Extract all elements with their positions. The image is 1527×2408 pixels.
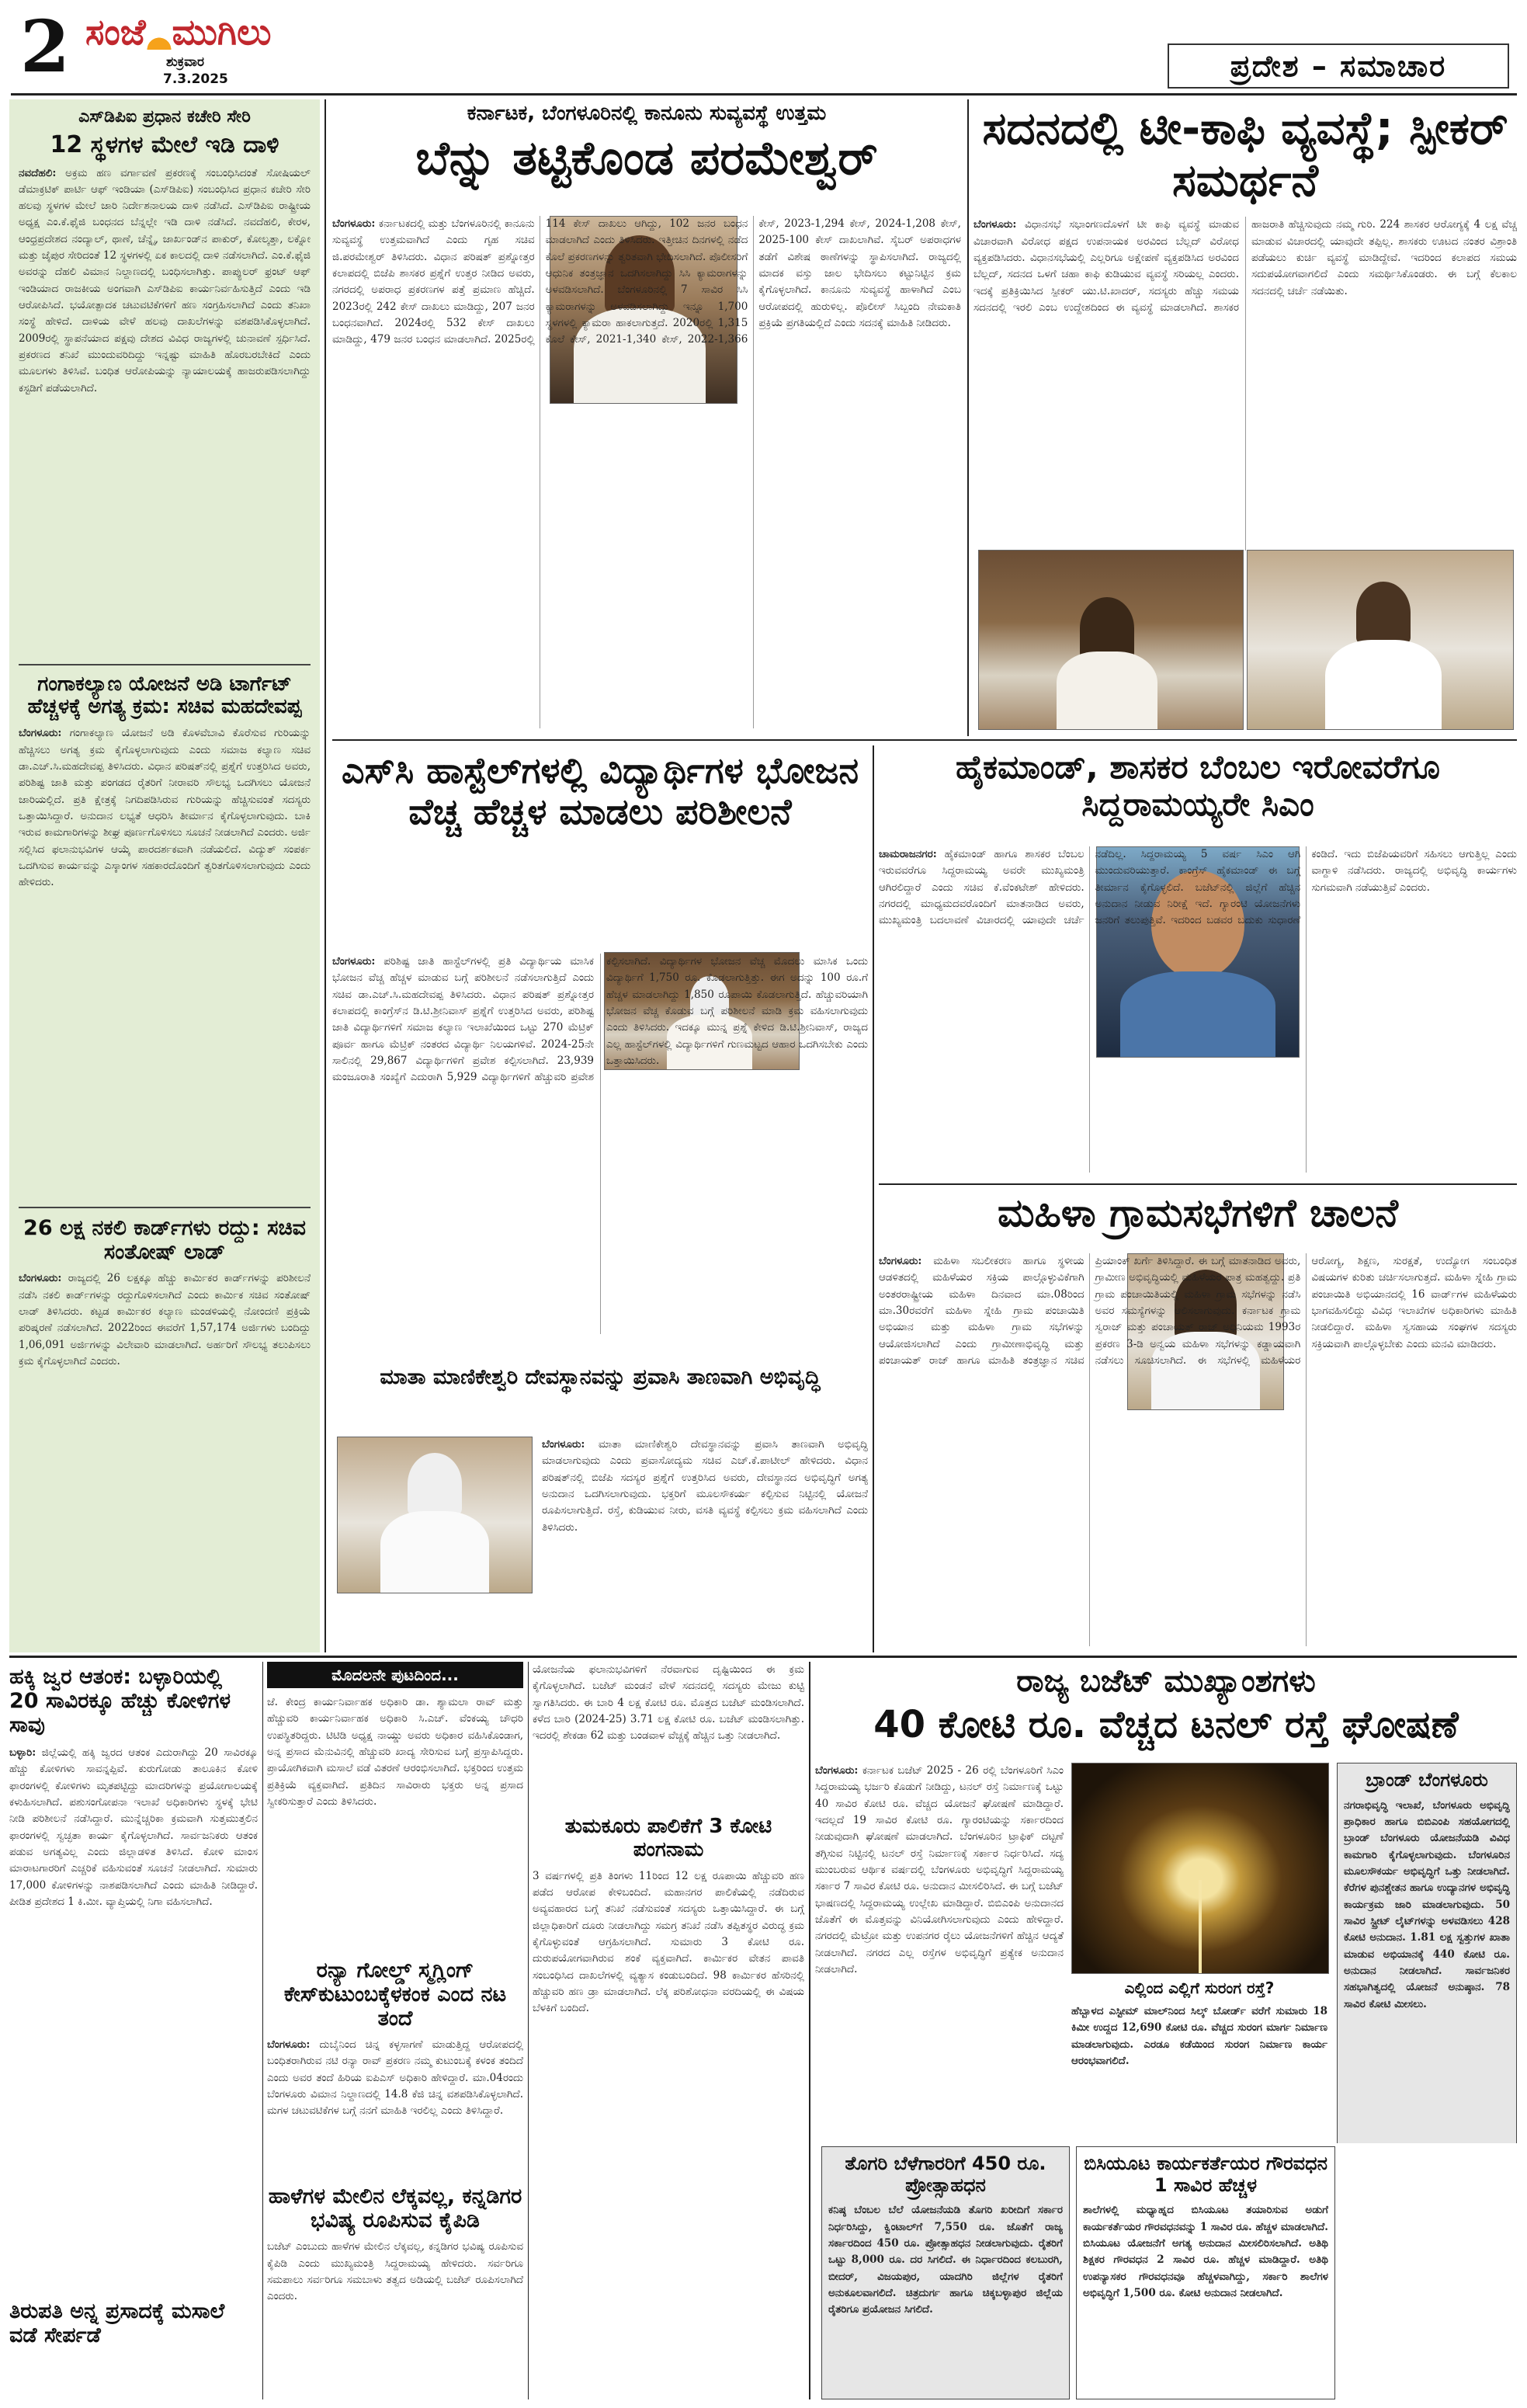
budget-byline: ಬೆಂಗಳೂರು: — [815, 1764, 859, 1777]
left-column — [9, 99, 320, 1652]
continued-column — [267, 1662, 523, 2399]
tea-body — [973, 217, 1517, 551]
parameshwar-headline: ಬೆನ್ನು ತಟ್ಟಿಕೊಂಡ ಪರಮೇಶ್ವರ್ — [415, 131, 878, 186]
brand-bengaluru-title: ಬ್ರಾಂಡ್ ಬೆಂಗಳೂರು — [1366, 1769, 1488, 1791]
tunnel-caption-body: ಹೆಬ್ಬಾಳದ ಎಸ್ಟೀಮ್ ಮಾಲ್‌ನಿಂದ ಸಿಲ್ಕ್ ಬೋರ್ಡ್ ವರೆಗೆ ಸುಮಾರು 18 ಕಿಮೀ ಉದ್ದದ 12,690 ಕೋಟಿ ರೂ. ವೆಚ್ಚದ ಸುರಂಗ ಮಾರ್ಗ ನಿರ್ಮಾಣ ಮಾಡಲಾಗುವುದು. ಎರಡೂ ಕಡೆಯಿಂದ ಸುರಂಗ ನಿರ್ಮಾಣ ಕಾರ್ಯ ಆರಂಭವಾಗಲಿದೆ. — [1071, 2005, 1327, 2067]
birdflu-text: ಜಿಲ್ಲೆಯಲ್ಲಿ ಹಕ್ಕಿ ಜ್ವರದ ಆತಂಕ ಎದುರಾಗಿದ್ದು 20 ಸಾವಿರಕ್ಕೂ ಹೆಚ್ಚು ಕೋಳಿಗಳು ಸಾವನ್ನಪ್ಪಿವೆ. ಕುರುಗೋಡು ತಾಲೂಕಿನ ಕೋಳಿ ಫಾರಂಗಳಲ್ಲಿ ಕೋಳಿಗಳು ಮೃತಪಟ್ಟಿದ್ದು ಮಾದರಿಗಳನ್ನು ಪ್ರಯೋಗಾಲಯಕ್ಕೆ ಕಳುಹಿಸಲಾಗಿದೆ. ಪಶುಸಂಗೋಪನಾ ಇಲಾಖೆ ಅಧಿಕಾರಿಗಳು ಸ್ಥಳಕ್ಕೆ ಭೇಟಿ ನೀಡಿ ಪರಿಶೀಲನೆ ನಡೆಸಿದ್ದಾರೆ. ಮುನ್ನೆಚ್ಚರಿಕಾ ಕ್ರಮವಾಗಿ ಸುತ್ತಮುತ್ತಲಿನ ಫಾರಂಗಳಲ್ಲಿ ಸ್ವಚ್ಛತಾ ಕಾರ್ಯ ಕೈಗೊಳ್ಳಲಾಗಿದೆ. ಸಾರ್ವಜನಿಕರು ಆತಂಕ ಪಡುವ ಅಗತ್ಯವಿಲ್ಲ ಎಂದು ಜಿಲ್ಲಾಡಳಿತ ತಿಳಿಸಿದೆ. ಕೋಳಿ ಮಾಂಸ ಮಾರಾಟಗಾರರಿಗೆ ಎಚ್ಚರಿಕೆ ವಹಿಸುವಂತೆ ಸೂಚನೆ ನೀಡಲಾಗಿದೆ. ಸುಮಾರು 17,000 ಕೋಳಿಗಳನ್ನು ನಾಶಪಡಿಸಲಾಗಿದೆ ಎಂದು ಮಾಹಿತಿ ನೀಡಿದ್ದಾರೆ. ಪೀಡಿತ ಪ್ರದೇಶದ 1 ಕಿ.ಮೀ. ವ್ಯಾಪ್ತಿಯಲ್ಲಿ ನಿಗಾ ವಹಿಸಲಾಗಿದೆ. — [9, 1746, 258, 1909]
mahila-body — [879, 1253, 1517, 1646]
section-tag: ಪ್ರದೇಶ – ಸಮಾಚಾರ — [1168, 43, 1509, 89]
tea-story — [973, 99, 1517, 736]
ganga-text: ಗಂಗಾಕಲ್ಯಾಣ ಯೋಜನೆ ಅಡಿ ಕೊಳವೆಬಾವಿ ಕೊರೆಸುವ ಗುರಿಯನ್ನು ಹೆಚ್ಚಿಸಲು ಅಗತ್ಯ ಕ್ರಮ ಕೈಗೊಳ್ಳಲಾಗುವುದು ಎಂದು ಸಮಾಜ ಕಲ್ಯಾಣ ಸಚಿವ ಡಾ.ಎಚ್.ಸಿ.ಮಹದೇವಪ್ಪ ತಿಳಿಸಿದರು. ವಿಧಾನ ಪರಿಷತ್‌ನಲ್ಲಿ ಪ್ರಶ್ನೆಗೆ ಉತ್ತರಿಸಿದ ಅವರು, ಪರಿಶಿಷ್ಟ ಜಾತಿ ಮತ್ತು ಪಂಗಡದ ರೈತರಿಗೆ ನೀರಾವರಿ ಸೌಲಭ್ಯ ಒದಗಿಸಲು ಯೋಜನೆ ಜಾರಿಯಲ್ಲಿದೆ. ಪ್ರತಿ ಕ್ಷೇತ್ರಕ್ಕೆ ನಿಗದಿಪಡಿಸಿರುವ ಗುರಿಯನ್ನು ಹೆಚ್ಚಿಸುವಂತೆ ಸದಸ್ಯರು ಒತ್ತಾಯಿಸಿದ್ದಾರೆ. ಅನುದಾನ ಲಭ್ಯತೆ ಆಧರಿಸಿ ತೀರ್ಮಾನ ಕೈಗೊಳ್ಳಲಾಗುವುದು. ಬಾಕಿ ಇರುವ ಕಾಮಗಾರಿಗಳನ್ನು ಶೀಘ್ರ ಪೂರ್ಣಗೊಳಿಸಲು ಸೂಚನೆ ನೀಡಲಾಗಿದೆ ಎಂದರು. ಅರ್ಜಿ ಸಲ್ಲಿಸಿದ ಫಲಾನುಭವಿಗಳ ಆಯ್ಕೆ ಪಾರದರ್ಶಕವಾಗಿ ನಡೆಯಲಿದೆ. ವಿದ್ಯುತ್ ಸಂಪರ್ಕ ಒದಗಿಸುವ ಕಾರ್ಯವನ್ನು ಎಸ್ಕಾಂಗಳ ಸಹಕಾರದೊಂದಿಗೆ ತ್ವರಿತಗೊಳಿಸಲಾಗುವುದು ಎಂದು ಹೇಳಿದರು. — [19, 727, 311, 889]
tumkur-body: 3 ವರ್ಷಗಳಲ್ಲಿ ಪ್ರತಿ ತಿಂಗಳು 11ರಿಂದ 12 ಲಕ್ಷ ರೂಪಾಯಿ ಹೆಚ್ಚುವರಿ ಹಣ ಪಡೆದ ಆರೋಪ ಕೇಳಿಬಂದಿದೆ. ಮಹಾನಗರ ಪಾಲಿಕೆಯಲ್ಲಿ ನಡೆದಿರುವ ಅವ್ಯವಹಾರದ ಬಗ್ಗೆ ತನಿಖೆ ನಡೆಸುವಂತೆ ಸದಸ್ಯರು ಒತ್ತಾಯಿಸಿದ್ದಾರೆ. ಈ ಬಗ್ಗೆ ಜಿಲ್ಲಾಧಿಕಾರಿಗೆ ದೂರು ನೀಡಲಾಗಿದ್ದು ಸಮಗ್ರ ತನಿಖೆ ನಡೆಸಿ ತಪ್ಪಿತಸ್ಥರ ವಿರುದ್ಧ ಕ್ರಮ ಕೈಗೊಳ್ಳುವಂತೆ ಆಗ್ರಹಿಸಲಾಗಿದೆ. ಸುಮಾರು 3 ಕೋಟಿ ರೂ. ದುರುಪಯೋಗವಾಗಿರುವ ಶಂಕೆ ವ್ಯಕ್ತವಾಗಿದೆ. ಕಾರ್ಮಿಕರ ವೇತನ ಪಾವತಿ ಸಂಬಂಧಿಸಿದ ದಾಖಲೆಗಳಲ್ಲಿ ವ್ಯತ್ಯಾಸ ಕಂಡುಬಂದಿದೆ. 98 ಕಾರ್ಮಿಕರ ಹೆಸರಿನಲ್ಲಿ ಹೆಚ್ಚುವರಿ ಹಣ ಡ್ರಾ ಮಾಡಲಾಗಿದೆ. ಲೆಕ್ಕ ಪರಿಶೋಧನಾ ವರದಿಯಲ್ಲಿ ಈ ವಿಷಯ ಬೆಳಕಿಗೆ ಬಂದಿದೆ. — [533, 1869, 804, 2015]
brand-logo — [85, 11, 334, 57]
parameshwar-story — [332, 99, 961, 736]
continued-band: ಮೊದಲನೇ ಪುಟದಿಂದ... — [267, 1662, 523, 1688]
tea-text: ವಿಧಾನಸಭೆ ಸಭಾಂಗಣದೊಳಗೆ ಟೀ ಕಾಫಿ ವ್ಯವಸ್ಥೆ ಮಾಡುವ ವಿಚಾರವಾಗಿ ವಿರೋಧ ಪಕ್ಷದ ಉಪನಾಯಕ ಅರವಿಂದ ಬೆಲ್ಲದ್ ವಿರೋಧ ವ್ಯಕ್ತಪಡಿಸಿದರು. ವಿಧಾನಸಭೆಯಲ್ಲಿ ಎಲ್ಲರಿಗೂ ಅಕ್ಷೇಪಣೆ ವ್ಯಕ್ತಪಡಿಸಿದ ಅರವಿಂದ ಬೆಲ್ಲದ್, ಸದನದ ಒಳಗೆ ಚಹಾ ಕಾಫಿ ಕುಡಿಯುವ ವ್ಯವಸ್ಥೆ ಸರಿಯಲ್ಲ ಎಂದರು. ಇದಕ್ಕೆ ಪ್ರತಿಕ್ರಿಯಿಸಿದ ಸ್ಪೀಕರ್ ಯು.ಟಿ.ಖಾದರ್, ಸದಸ್ಯರು ಹೆಚ್ಚು ಸಮಯ ಸದನದಲ್ಲಿ ಇರಲಿ ಎಂಬ ಉದ್ದೇಶದಿಂದ ಈ ವ್ಯವಸ್ಥೆ ಮಾಡಲಾಗಿದೆ. ಶಾಸಕರ ಹಾಜರಾತಿ ಹೆಚ್ಚಿಸುವುದು ನಮ್ಮ ಗುರಿ. 224 ಶಾಸಕರ ಆರೋಗ್ಯಕ್ಕೆ 4 ಲಕ್ಷ ವೆಚ್ಚ ಮಾಡುವ ವಿಚಾರದಲ್ಲಿ ಯಾವುದೇ ತಪ್ಪಿಲ್ಲ. ಶಾಸಕರು ಊಟದ ನಂತರ ವಿಶ್ರಾಂತಿ ಪಡೆಯಲು ಕುರ್ಚಿ ವ್ಯವಸ್ಥೆ ಮಾಡಿದ್ದೇವೆ. ಇದರಿಂದ ಕಲಾಪದ ಸಮಯ ಸದುಪಯೋಗವಾಗಲಿದೆ ಎಂದು ಸಮರ್ಥಿಸಿಕೊಂಡರು. ಈ ಬಗ್ಗೆ ಕೆಲಕಾಲ ಸದನದಲ್ಲಿ ಚರ್ಚೆ ನಡೆಯಿತು. — [973, 218, 1517, 314]
matha-byline: ಬೆಂಗಳೂರು: — [542, 1438, 585, 1451]
birdflu-body — [9, 1745, 258, 2288]
ranya-body — [267, 2037, 523, 2177]
sun-icon — [146, 33, 172, 50]
issue-day: ಶುಕ್ರವಾರ — [166, 54, 204, 70]
mahila-headline: ಮಹಿಳಾ ಗ್ರಾಮಸಭೆಗಳಿಗೆ ಚಾಲನೆ — [997, 1190, 1398, 1235]
tea-byline: ಬೆಂಗಳೂರು: — [973, 218, 1017, 231]
budget-text: ಕರ್ನಾಟಕ ಬಜೆಟ್ 2025 - 26 ರಲ್ಲಿ ಬೆಂಗಳೂರಿಗೆ ಸಿಎಂ ಸಿದ್ದರಾಮಯ್ಯ ಭರ್ಜರಿ ಕೊಡುಗೆ ನೀಡಿದ್ದು, ಟನಲ್ ರಸ್ತೆ ನಿರ್ಮಾಣಕ್ಕೆ ಒಟ್ಟು 40 ಸಾವಿರ ಕೋಟಿ ರೂ. ವೆಚ್ಚದ ಯೋಜನೆ ಘೋಷಣೆ ಮಾಡಿದ್ದಾರೆ. ಇದಲ್ಲದೆ 19 ಸಾವಿರ ಕೋಟಿ ರೂ. ಗ್ಯಾರಂಟಿಯನ್ನು ಸರ್ಕಾರದಿಂದ ನೀಡುವುದಾಗಿ ಘೋಷಣೆ ಮಾಡಲಾಗಿದೆ. ಬೆಂಗಳೂರಿನ ಟ್ರಾಫಿಕ್ ದಟ್ಟಣೆ ತಗ್ಗಿಸುವ ನಿಟ್ಟಿನಲ್ಲಿ ಟನಲ್ ರಸ್ತೆ ನಿರ್ಮಾಣಕ್ಕೆ ಸರ್ಕಾರ ನಿರ್ಧರಿಸಿದೆ. ಸದ್ಯ ಮುಂಬರುವ ಆರ್ಥಿಕ ವರ್ಷದಲ್ಲಿ ಬೆಂಗಳೂರು ಅಭಿವೃದ್ಧಿಗೆ ಸಿದ್ದರಾಮಯ್ಯ ಸರ್ಕಾರ 7 ಸಾವಿರ ಕೋಟಿ ರೂ. ಅನುದಾನ ಮೀಸಲಿರಿಸಿದೆ. ಈ ಬಗ್ಗೆ ಬಜೆಟ್ ಭಾಷಣದಲ್ಲಿ ಸಿದ್ದರಾಮಯ್ಯ ಉಲ್ಲೇಖ ಮಾಡಿದ್ದಾರೆ. ಬಿಬಿಎಂಪಿ ಅನುದಾನದ ಜೊತೆಗೆ ಈ ಮೊತ್ತವನ್ನು ವಿನಿಯೋಗಿಸಲಾಗುವುದು ಎಂದು ಹೇಳಿದ್ದಾರೆ. ನಗರದಲ್ಲಿ ಮೆಟ್ರೋ ಮತ್ತು ಉಪನಗರ ರೈಲು ಯೋಜನೆಗಳಿಗೆ ಹೆಚ್ಚಿನ ಆದ್ಯತೆ ನೀಡಲಾಗಿದೆ. ನಗರದ ಎಲ್ಲ ರಸ್ತೆಗಳ ಅಭಿವೃದ್ಧಿಗೆ ಪ್ರತ್ಯೇಕ ಅನುದಾನ ನೀಡಲಾಗಿದೆ. — [815, 1764, 1064, 1975]
incentive-body: ಕನಿಷ್ಠ ಬೆಂಬಲ ಬೆಲೆ ಯೋಜನೆಯಡಿ ತೊಗರಿ ಖರೀದಿಗೆ ಸರ್ಕಾರ ನಿರ್ಧರಿಸಿದ್ದು, ಕ್ವಿಂಟಾಲ್‌ಗೆ 7,550 ರೂ. ಜೊತೆಗೆ ರಾಜ್ಯ ಸರ್ಕಾರದಿಂದ 450 ರೂ. ಪ್ರೋತ್ಸಾಹಧನ ನೀಡಲಾಗುವುದು. ರೈತರಿಗೆ ಒಟ್ಟು 8,000 ರೂ. ದರ ಸಿಗಲಿದೆ. ಈ ನಿರ್ಧಾರದಿಂದ ಕಲಬುರಗಿ, ಬೀದರ್, ವಿಜಯಪುರ, ಯಾದಗಿರಿ ಜಿಲ್ಲೆಗಳ ರೈತರಿಗೆ ಅನುಕೂಲವಾಗಲಿದೆ. ಚಿತ್ರದುರ್ಗ ಹಾಗೂ ಚಿಕ್ಕಬಳ್ಳಾಪುರ ಜಿಲ್ಲೆಯ ರೈತರಿಗೂ ಪ್ರಯೋಜನ ಸಿಗಲಿದೆ. — [828, 2204, 1063, 2316]
brand-part2: ಮುಗಿಲು — [172, 11, 272, 53]
incentive-box — [821, 2146, 1070, 2399]
ganga-headline: ಗಂಗಾಕಲ್ಯಾಣ ಯೋಜನೆ ಅಡಿ ಟಾರ್ಗೆಟ್ ಹೆಚ್ಚಳಕ್ಕೆ ಅಗತ್ಯ ಕ್ರಮ: ಸಚಿವ ಮಹದೇವಪ್ಪ — [27, 672, 302, 719]
highcommand-byline: ಚಾಮರಾಜನಗರ: — [879, 848, 937, 860]
brand-part1: ಸಂಜೆ — [85, 11, 146, 53]
halegala-body: ಬಜೆಟ್ ಎಂಬುದು ಹಾಳೆಗಳ ಮೇಲಿನ ಲೆಕ್ಕವಲ್ಲ, ಕನ್ನಡಿಗರ ಭವಿಷ್ಯ ರೂಪಿಸುವ ಕೈಪಿಡಿ ಎಂದು ಮುಖ್ಯಮಂತ್ರಿ ಸಿದ್ದರಾಮಯ್ಯ ಹೇಳಿದರು. ಸರ್ವರಿಗೂ ಸಮಪಾಲು ಸರ್ವರಿಗೂ ಸಮಬಾಳು ತತ್ವದ ಅಡಿಯಲ್ಲಿ ಬಜೆಟ್ ರೂಪಿಸಲಾಗಿದೆ ಎಂದರು. — [267, 2240, 523, 2303]
tirupati-headline: ತಿರುಪತಿ ಅನ್ನ ಪ್ರಸಾದಕ್ಕೆ ಮಸಾಲೆ ವಡೆ ಸೇರ್ಪಡೆ — [9, 2299, 225, 2348]
birdflu-byline: ಬಳ್ಳಾರಿ: — [9, 1746, 36, 1760]
ganga-body — [19, 725, 311, 1199]
issue-date: 7.3.2025 — [163, 71, 228, 87]
parameshwar-byline: ಬೆಂಗಳೂರು: — [332, 217, 376, 230]
horizontal-rule — [9, 1656, 1517, 1658]
cards-headline: 26 ಲಕ್ಷ ನಕಲಿ ಕಾರ್ಡ್‌ಗಳು ರದ್ದು: ಸಚಿವ ಸಂತೋಷ್ ಲಾಡ್ — [23, 1216, 306, 1265]
ranya-byline: ಬೆಂಗಳೂರು: — [267, 2038, 311, 2052]
brand-bengaluru-box — [1337, 1763, 1517, 2143]
budget-story — [815, 1662, 1517, 2143]
halegala-headline: ಹಾಳೆಗಳ ಮೇಲಿನ ಲೆಕ್ಕವಲ್ಲ, ಕನ್ನಡಿಗರ ಭವಿಷ್ಯ ರೂಪಿಸುವ ಕೈಪಿಡಿ — [268, 2184, 522, 2233]
vertical-rule — [809, 1662, 810, 2399]
continued-right-body: ಯೋಜನೆಯ ಫಲಾನುಭವಿಗಳಿಗೆ ನೆರವಾಗುವ ದೃಷ್ಟಿಯಿಂದ ಈ ಕ್ರಮ ಕೈಗೊಳ್ಳಲಾಗಿದೆ. ಬಜೆಟ್ ಮಂಡನೆ ವೇಳೆ ಸದನದಲ್ಲಿ ಸದಸ್ಯರು ಮೇಜು ಕುಟ್ಟಿ ಸ್ವಾಗತಿಸಿದರು. ಈ ಬಾರಿ 4 ಲಕ್ಷ ಕೋಟಿ ರೂ. ಮೊತ್ತದ ಬಜೆಟ್ ಮಂಡಿಸಲಾಗಿದೆ. ಕಳೆದ ಬಾರಿ (2024-25) 3.71 ಲಕ್ಷ ಕೋಟಿ ರೂ. ಬಜೆಟ್ ಮಂಡಿಸಲಾಗಿತ್ತು. ಇದರಲ್ಲಿ ಶೇಕಡಾ 62 ಮತ್ತು ಬಂಡವಾಳ ವೆಚ್ಚಕ್ಕೆ ಹೆಚ್ಚಿನ ಒತ್ತು ನೀಡಲಾಗಿದೆ. — [533, 1663, 804, 1743]
cards-text: ರಾಜ್ಯದಲ್ಲಿ 26 ಲಕ್ಷಕ್ಕೂ ಹೆಚ್ಚು ಕಾರ್ಮಿಕರ ಕಾರ್ಡ್‌ಗಳನ್ನು ಪರಿಶೀಲನೆ ನಡೆಸಿ ನಕಲಿ ಕಾರ್ಡ್‌ಗಳನ್ನು ರದ್ದುಗೊಳಿಸಲಾಗಿದೆ ಎಂದು ಕಾರ್ಮಿಕ ಸಚಿವ ಸಂತೋಷ್ ಲಾಡ್ ತಿಳಿಸಿದರು. ಕಟ್ಟಡ ಕಾರ್ಮಿಕರ ಕಲ್ಯಾಣ ಮಂಡಳಿಯಲ್ಲಿ ನೋಂದಣಿ ಪ್ರಕ್ರಿಯೆ ಪರಿಷ್ಕರಣೆ ನಡೆಸಲಾಗಿದೆ. 2022ರಿಂದ ಈವರೆಗೆ 1,57,174 ಅರ್ಜಿಗಳು ಬಂದಿದ್ದು 1,06,091 ಅರ್ಜಿಗಳನ್ನು ವಿಲೇವಾರಿ ಮಾಡಲಾಗಿದೆ. ಅರ್ಹರಿಗೆ ಸೌಲಭ್ಯ ತಲುಪಿಸಲು ಕ್ರಮ ಕೈಗೊಳ್ಳಲಾಗಿದೆ ಎಂದರು. — [19, 1272, 311, 1368]
vertical-rule — [324, 99, 326, 1652]
midday-headline: ಬಿಸಿಯೂಟ ಕಾರ್ಯಕರ್ತೆಯರ ಗೌರವಧನ 1 ಸಾವಿರ ಹೆಚ್ಚಳ — [1084, 2153, 1327, 2196]
page-number: 2 — [20, 11, 71, 89]
vertical-rule — [262, 1662, 263, 2399]
matha-body — [542, 1437, 868, 1646]
ranya-headline: ರನ್ಯಾ ಗೋಲ್ಡ್ ಸ್ಮಗ್ಲಿಂಗ್ ಕೇಸ್‌ಕುಟುಂಬಕ್ಕೆಳಕಂಕ ಎಂದ ನಟ ತಂದೆ — [283, 1958, 507, 2031]
continued-top-body: ಜೆ. ಕೇಂದ್ರ ಕಾರ್ಯನಿರ್ವಾಹಕ ಅಧಿಕಾರಿ ಡಾ. ಶ್ಯಾಮಲಾ ರಾವ್ ಮತ್ತು ಹೆಚ್ಚುವರಿ ಕಾರ್ಯನಿರ್ವಾಹಕ ಅಧಿಕಾರಿ ಸಿ.ಎಚ್. ವೆಂಕಯ್ಯ ಚೌಧರಿ ಉಪಸ್ಥಿತರಿದ್ದರು. ಟಿಟಿಡಿ ಅಧ್ಯಕ್ಷ ನಾಯ್ಡು ಅವರು ಅಧಿಕಾರ ವಹಿಸಿಕೊಂಡಾಗ, ಅನ್ನ ಪ್ರಸಾದ ಮೆನುವಿನಲ್ಲಿ ಹೆಚ್ಚುವರಿ ಖಾದ್ಯ ಸೇರಿಸುವ ಬಗ್ಗೆ ಪ್ರಸ್ತಾಪಿಸಿದ್ದರು. ಪ್ರಾಯೋಗಿಕವಾಗಿ ಮಸಾಲೆ ವಡೆ ವಿತರಣೆ ಆರಂಭಿಸಲಾಗಿದೆ. ಭಕ್ತರಿಂದ ಉತ್ತಮ ಪ್ರತಿಕ್ರಿಯೆ ವ್ಯಕ್ತವಾಗಿದೆ. ಪ್ರತಿದಿನ ಸಾವಿರಾರು ಭಕ್ತರು ಅನ್ನ ಪ್ರಸಾದ ಸ್ವೀಕರಿಸುತ್ತಾರೆ ಎಂದು ತಿಳಿಸಿದರು. — [267, 1696, 523, 1808]
continued-right — [533, 1662, 804, 2399]
sc-hostel-story — [332, 745, 868, 1359]
brand-bengaluru-body: ನಗರಾಭಿವೃದ್ಧಿ ಇಲಾಖೆ, ಬೆಂಗಳೂರು ಅಭಿವೃದ್ಧಿ ಪ್ರಾಧಿಕಾರ ಹಾಗೂ ಬಿಬಿಎಂಪಿ ಸಹಯೋಗದಲ್ಲಿ ಬ್ರಾಂಡ್ ಬೆಂಗಳೂರು ಯೋಜನೆಯಡಿ ವಿವಿಧ ಕಾಮಗಾರಿ ಕೈಗೊಳ್ಳಲಾಗುವುದು. ಬೆಂಗಳೂರಿನ ಮೂಲಸೌಕರ್ಯ ಅಭಿವೃದ್ಧಿಗೆ ಒತ್ತು ನೀಡಲಾಗಿದೆ. ಕೆರೆಗಳ ಪುನಶ್ಚೇತನ ಹಾಗೂ ಉದ್ಯಾನಗಳ ಅಭಿವೃದ್ಧಿ ಕಾರ್ಯಕ್ರಮ ಜಾರಿ ಮಾಡಲಾಗುವುದು. 50 ಸಾವಿರ ಸ್ಟ್ರೀಟ್ ಲೈಟ್‌ಗಳನ್ನು ಅಳವಡಿಸಲು 428 ಕೋಟಿ ಅನುದಾನ. 1.81 ಲಕ್ಷ ಸ್ವತ್ತುಗಳ ಖಾತಾ ಮಾಡುವ ಅಭಿಯಾನಕ್ಕೆ 440 ಕೋಟಿ ರೂ. ಅನುದಾನ ನೀಡಲಾಗಿದೆ. ಸಾರ್ವಜನಿಕರ ಸಹಭಾಗಿತ್ವದಲ್ಲಿ ಯೋಜನೆ ಅನುಷ್ಠಾನ. 78 ಸಾವಿರ ಕೋಟಿ ಮೀಸಲು. — [1344, 1798, 1510, 2010]
tunnel-photo — [1071, 1763, 1329, 1974]
matha-text: ಮಾತಾ ಮಾಣಿಕೇಶ್ವರಿ ದೇವಸ್ಥಾನವನ್ನು ಪ್ರವಾಸಿ ತಾಣವಾಗಿ ಅಭಿವೃದ್ಧಿ ಮಾಡಲಾಗುವುದು ಎಂದು ಪ್ರವಾಸೋದ್ಯಮ ಸಚಿವ ಎಚ್.ಕೆ.ಪಾಟೀಲ್ ಹೇಳಿದರು. ವಿಧಾನ ಪರಿಷತ್‌ನಲ್ಲಿ ಬಿಜೆಪಿ ಸದಸ್ಯರ ಪ್ರಶ್ನೆಗೆ ಉತ್ತರಿಸಿದ ಅವರು, ದೇವಸ್ಥಾನದ ಅಭಿವೃದ್ಧಿಗೆ ಅಗತ್ಯ ಅನುದಾನ ಒದಗಿಸಲಾಗುವುದು. ಭಕ್ತರಿಗೆ ಮೂಲಸೌಕರ್ಯ ಕಲ್ಪಿಸುವ ನಿಟ್ಟಿನಲ್ಲಿ ಯೋಜನೆ ರೂಪಿಸಲಾಗುತ್ತಿದೆ. ರಸ್ತೆ, ಕುಡಿಯುವ ನೀರು, ವಸತಿ ವ್ಯವಸ್ಥೆ ಕಲ್ಪಿಸಲು ಕ್ರಮ ವಹಿಸಲಾಗಿದೆ ಎಂದು ತಿಳಿಸಿದರು. — [542, 1438, 868, 1534]
sc-text: ಪರಿಶಿಷ್ಟ ಜಾತಿ ಹಾಸ್ಟೆಲ್‌ಗಳಲ್ಲಿ ಪ್ರತಿ ವಿದ್ಯಾರ್ಥಿಯ ಮಾಸಿಕ ಭೋಜನ ವೆಚ್ಚ ಹೆಚ್ಚಳ ಮಾಡುವ ಬಗ್ಗೆ ಪರಿಶೀಲನೆ ನಡೆಸಲಾಗುತ್ತಿದೆ ಎಂದು ಸಚಿವ ಡಾ.ಎಚ್.ಸಿ.ಮಹದೇವಪ್ಪ ತಿಳಿಸಿದರು. ವಿಧಾನ ಪರಿಷತ್ ಪ್ರಶ್ನೋತ್ತರ ಕಲಾಪದಲ್ಲಿ ಕಾಂಗ್ರೆಸ್‌ನ ಡಿ.ಟಿ.ಶ್ರೀನಿವಾಸ್ ಪ್ರಶ್ನೆಗೆ ಉತ್ತರಿಸಿದ ಅವರು, ಪರಿಶಿಷ್ಟ ಜಾತಿ ವಿದ್ಯಾರ್ಥಿಗಳಿಗೆ ಸಮಾಜ ಕಲ್ಯಾಣ ಇಲಾಖೆಯಿಂದ ಒಟ್ಟು 270 ಮೆಟ್ರಿಕ್ ಪೂರ್ವ ಹಾಗೂ ಮೆಟ್ರಿಕ್ ನಂತರದ ವಿದ್ಯಾರ್ಥಿ ನಿಲಯಗಳಿವೆ. 2024-25ನೇ ಸಾಲಿನಲ್ಲಿ 29,867 ವಿದ್ಯಾರ್ಥಿಗಳಿಗೆ ಪ್ರವೇಶ ಕಲ್ಪಿಸಲಾಗಿದೆ. 23,939 ಮಂಜೂರಾತಿ ಸಂಖ್ಯೆಗೆ ಎದುರಾಗಿ 5,929 ವಿದ್ಯಾರ್ಥಿಗಳಿಗೆ ಹೆಚ್ಚುವರಿ ಪ್ರವೇಶ ಕಲ್ಪಿಸಲಾಗಿದೆ. ವಿದ್ಯಾರ್ಥಿಗಳ ಭೋಜನ ವೆಚ್ಚ ಮೊದಲು ಮಾಸಿಕ ಒಂದು ವಿದ್ಯಾರ್ಥಿಗೆ 1,750 ರೂ. ಕೊಡಲಾಗುತ್ತಿತ್ತು. ಈಗ ಅದನ್ನು 100 ರೂ.ಗೆ ಹೆಚ್ಚಳ ಮಾಡಲಾಗಿದ್ದು 1,850 ರೂಪಾಯಿ ಕೊಡಲಾಗುತ್ತಿದೆ. ಹೆಚ್ಚುವರಿಯಾಗಿ ಭೋಜನ ವೆಚ್ಚ ಕೊಡುವ ಬಗ್ಗೆ ಪರಿಶೀಲನೆ ಮಾಡಿ ಕ್ರಮ ವಹಿಸಲಾಗುವುದು ಎಂದು ತಿಳಿಸಿದರು. ಇದಕ್ಕೂ ಮುನ್ನ ಪ್ರಶ್ನೆ ಕೇಳಿದ ಡಿ.ಟಿ.ಶ್ರೀನಿವಾಸ್, ರಾಜ್ಯದ ಎಲ್ಲ ಹಾಸ್ಟೆಲ್‌ಗಳಲ್ಲಿ ವಿದ್ಯಾರ್ಥಿಗಳಿಗೆ ಗುಣಮಟ್ಟದ ಆಹಾರ ಒದಗಿಸಬೇಕು ಎಂದು ಒತ್ತಾಯಿಸಿದರು. — [332, 955, 868, 1084]
assembly-photo-1 — [978, 550, 1244, 730]
budget-headline: 40 ಕೋಟಿ ರೂ. ವೆಚ್ಚದ ಟನಲ್ ರಸ್ತೆ ಘೋಷಣೆ — [873, 1703, 1459, 1746]
sdpi-byline: ನವದೆಹಲಿ: — [19, 166, 57, 179]
vertical-rule — [873, 745, 874, 1652]
highcommand-body — [879, 846, 1517, 1173]
sdpi-kicker: ಎಸ್‌ಡಿಪಿಐ ಪ್ರಧಾನ ಕಚೇರಿ ಸೇರಿ — [78, 107, 251, 127]
divider — [19, 1207, 311, 1208]
budget-kicker: ರಾಜ್ಯ ಬಜೆಟ್ ಮುಖ್ಯಾಂಶಗಳು — [1016, 1663, 1316, 1699]
tea-headline: ಸದನದಲ್ಲಿ ಟೀ-ಕಾಫಿ ವ್ಯವಸ್ಥೆ; ಸ್ಪೀಕರ್ ಸಮರ್ಥನೆ — [982, 102, 1508, 207]
parameshwar-text: ಕರ್ನಾಟಕದಲ್ಲಿ ಮತ್ತು ಬೆಂಗಳೂರಿನಲ್ಲಿ ಕಾನೂನು ಸುವ್ಯವಸ್ಥೆ ಉತ್ತಮವಾಗಿದೆ ಎಂದು ಗೃಹ ಸಚಿವ ಜಿ.ಪರಮೇಶ್ವರ್ ತಿಳಿಸಿದರು. ವಿಧಾನ ಪರಿಷತ್ ಪ್ರಶ್ನೋತ್ತರ ಕಲಾಪದಲ್ಲಿ ಬಿಜೆಪಿ ಶಾಸಕರ ಪ್ರಶ್ನೆಗೆ ಉತ್ತರ ನೀಡಿದ ಅವರು, ನಗರದಲ್ಲಿ ಅಪರಾಧ ಪ್ರಕರಣಗಳ ಪತ್ತೆ ಪ್ರಮಾಣ ಹೆಚ್ಚಿದೆ. 2023ರಲ್ಲಿ 242 ಕೇಸ್ ದಾಖಲು ಮಾಡಿದ್ದು, 207 ಜನರ ಬಂಧನವಾಗಿದೆ. 2024ರಲ್ಲಿ 532 ಕೇಸ್ ದಾಖಲು ಮಾಡಿದ್ದು, 479 ಜನರ ಬಂಧನ ಮಾಡಲಾಗಿದೆ. 2025ರಲ್ಲಿ 114 ಕೇಸ್ ದಾಖಲು ಆಗಿದ್ದು, 102 ಜನರ ಬಂಧನ ಮಾಡಲಾಗಿದೆ ಎಂದು ತಿಳಿಸಿದರು. ಇತ್ತೀಚಿನ ದಿನಗಳಲ್ಲಿ ನಡೆದ ಕೊಲೆ ಪ್ರಕರಣಗಳನ್ನು ತ್ವರಿತವಾಗಿ ಭೇದಿಸಲಾಗಿದೆ. ಪೊಲೀಸರಿಗೆ ಆಧುನಿಕ ತಂತ್ರಜ್ಞಾನ ಒದಗಿಸಲಾಗಿದ್ದು ಸಿಸಿ ಕ್ಯಾಮರಾಗಳನ್ನು ಅಳವಡಿಸಲಾಗಿದೆ. ಬೆಂಗಳೂರಿನಲ್ಲಿ 7 ಸಾವಿರ ಸಿಸಿ ಕ್ಯಾಮರಾಗಳನ್ನು ಅಳವಡಿಸಲಾಗಿದ್ದು ಇನ್ನೂ 1,700 ಸ್ಥಳಗಳಲ್ಲಿ ಕ್ಯಾಮರಾ ಹಾಕಲಾಗುತ್ತದೆ. 2020ರಲ್ಲಿ 1,315 ಕೊಲೆ ಕೇಸ್, 2021-1,340 ಕೇಸ್, 2022-1,366 ಕೇಸ್, 2023-1,294 ಕೇಸ್, 2024-1,208 ಕೇಸ್, 2025-100 ಕೇಸ್ ದಾಖಲಾಗಿವೆ. ಸೈಬರ್ ಅಪರಾಧಗಳ ತಡೆಗೆ ವಿಶೇಷ ಠಾಣೆಗಳನ್ನು ಸ್ಥಾಪಿಸಲಾಗಿದೆ. ರಾಜ್ಯದಲ್ಲಿ ಮಾದಕ ವಸ್ತು ಜಾಲ ಭೇದಿಸಲು ಕಟ್ಟುನಿಟ್ಟಿನ ಕ್ರಮ ಕೈಗೊಳ್ಳಲಾಗಿದೆ. ಕಾನೂನು ಸುವ್ಯವಸ್ಥೆ ಹಾಳಾಗಿದೆ ಎಂಬ ಆರೋಪದಲ್ಲಿ ಹುರುಳಿಲ್ಲ. ಪೊಲೀಸ್ ಸಿಬ್ಬಂದಿ ನೇಮಕಾತಿ ಪ್ರಕ್ರಿಯೆ ಪ್ರಗತಿಯಲ್ಲಿದೆ ಎಂದು ಸದನಕ್ಕೆ ಮಾಹಿತಿ ನೀಡಿದರು. — [332, 217, 961, 346]
vertical-rule — [967, 99, 969, 736]
road-line — [1199, 1880, 1202, 1973]
mahila-byline: ಬೆಂಗಳೂರು: — [879, 1255, 922, 1267]
cards-byline: ಬೆಂಗಳೂರು: — [19, 1272, 62, 1285]
sdpi-body — [19, 165, 311, 656]
sc-byline: ಬೆಂಗಳೂರು: — [332, 955, 376, 968]
tumkur-headline: ತುಮಕೂರು ಪಾಲಿಕೆಗೆ 3 ಕೋಟಿ ಪಂಗನಾಮ — [564, 1815, 772, 1861]
cards-body — [19, 1270, 311, 1604]
birdflu-headline: ಹಕ್ಕಿ ಜ್ವರ ಆತಂಕ: ಬಳ್ಳಾರಿಯಲ್ಲಿ 20 ಸಾವಿರಕ್ಕೂ ಹೆಚ್ಚು ಕೋಳಿಗಳ ಸಾವು — [9, 1665, 231, 1738]
incentive-headline: ತೊಗರಿ ಬೆಳೆಗಾರರಿಗೆ 450 ರೂ. ಪ್ರೋತ್ಸಾಹಧನ — [845, 2153, 1046, 2196]
matha-headline: ಮಾತಾ ಮಾಣಿಕೇಶ್ವರಿ ದೇವಸ್ಥಾನವನ್ನು ಪ್ರವಾಸಿ ತಾಣವಾಗಿ ಅಭಿವೃದ್ಧಿ — [380, 1365, 821, 1389]
sdpi-headline: 12 ಸ್ಥಳಗಳ ಮೇಲೆ ಇಡಿ ದಾಳಿ — [50, 131, 279, 158]
tunnel-caption-title: ಎಲ್ಲಿಂದ ಎಲ್ಲಿಗೆ ಸುರಂಗ ರಸ್ತೆ? — [1124, 1979, 1275, 1997]
divider — [19, 664, 311, 665]
horizontal-rule — [879, 1183, 1517, 1185]
midday-story — [1076, 2146, 1335, 2399]
highcommand-text: ಹೈಕಮಾಂಡ್ ಹಾಗೂ ಶಾಸಕರ ಬೆಂಬಲ ಇರುವವರೆಗೂ ಸಿದ್ದರಾಮಯ್ಯ ಅವರೇ ಮುಖ್ಯಮಂತ್ರಿ ಆಗಿರಲಿದ್ದಾರೆ ಎಂದು ಸಚಿವ ಕೆ.ವೆಂಕಟೇಶ್ ಹೇಳಿದರು. ನಗರದಲ್ಲಿ ಮಾಧ್ಯಮದವರೊಂದಿಗೆ ಮಾತನಾಡಿದ ಅವರು, ಮುಖ್ಯಮಂತ್ರಿ ಬದಲಾವಣೆ ವಿಚಾರದಲ್ಲಿ ಯಾವುದೇ ಚರ್ಚೆ ನಡೆದಿಲ್ಲ. ಸಿದ್ದರಾಮಯ್ಯ 5 ವರ್ಷ ಸಿಎಂ ಆಗಿ ಮುಂದುವರಿಯುತ್ತಾರೆ. ಕಾಂಗ್ರೆಸ್ ಹೈಕಮಾಂಡ್ ಈ ಬಗ್ಗೆ ತೀರ್ಮಾನ ಕೈಗೊಳ್ಳಲಿದೆ. ಬಜೆಟ್‌ನಲ್ಲಿ ಜಿಲ್ಲೆಗೆ ಹೆಚ್ಚಿನ ಅನುದಾನ ನೀಡುವ ನಿರೀಕ್ಷೆ ಇದೆ. ಗ್ಯಾರಂಟಿ ಯೋಜನೆಗಳು ಜನರಿಗೆ ತಲುಪುತ್ತಿವೆ. ಇದರಿಂದ ಬಡವರ ಬದುಕು ಸುಧಾರಣೆ ಕಂಡಿದೆ. ಇದು ಬಿಜೆಪಿಯವರಿಗೆ ಸಹಿಸಲು ಆಗುತ್ತಿಲ್ಲ ಎಂದು ವಾಗ್ದಾಳಿ ನಡೆಸಿದರು. ರಾಜ್ಯದಲ್ಲಿ ಅಭಿವೃದ್ಧಿ ಕಾರ್ಯಗಳು ಸುಗಮವಾಗಿ ನಡೆಯುತ್ತಿವೆ ಎಂದರು. — [879, 848, 1517, 927]
parameshwar-body — [332, 216, 961, 728]
birdflu-story — [9, 1662, 258, 2399]
midday-body: ಶಾಲೆಗಳಲ್ಲಿ ಮಧ್ಯಾಹ್ನದ ಬಿಸಿಯೂಟ ತಯಾರಿಸುವ ಅಡುಗೆ ಕಾರ್ಯಕರ್ತೆಯರ ಗೌರವಧನವನ್ನು 1 ಸಾವಿರ ರೂ. ಹೆಚ್ಚಳ ಮಾಡಲಾಗಿದೆ. ಬಿಸಿಯೂಟ ಯೋಜನೆಗೆ ಅಗತ್ಯ ಅನುದಾನ ಮೀಸಲಿರಿಸಲಾಗಿದೆ. ಅತಿಥಿ ಶಿಕ್ಷಕರ ಗೌರವಧನ 2 ಸಾವಿರ ರೂ. ಹೆಚ್ಚಳ ಮಾಡಿದ್ದಾರೆ. ಅತಿಥಿ ಉಪನ್ಯಾಸಕರ ಗೌರವಧನವೂ ಹೆಚ್ಚಳವಾಗಿದ್ದು, ಸರ್ಕಾರಿ ಶಾಲೆಗಳ ಅಭಿವೃದ್ಧಿಗೆ 1,500 ರೂ. ಕೋಟಿ ಅನುದಾನ ನೀಡಲಾಗಿದೆ. — [1083, 2204, 1328, 2299]
masthead — [11, 6, 1517, 93]
masthead-rule — [11, 93, 1517, 96]
matha-photo — [337, 1437, 533, 1593]
sc-body — [332, 954, 868, 1334]
sdpi-text: ಅಕ್ರಮ ಹಣ ವರ್ಗಾವಣೆ ಪ್ರಕರಣಕ್ಕೆ ಸಂಬಂಧಿಸಿದಂತೆ ಸೋಷಿಯಲ್ ಡೆಮಾಕ್ರಟಿಕ್ ಪಾರ್ಟಿ ಆಫ್ ಇಂಡಿಯಾ (ಎಸ್‌ಡಿಪಿಐ) ಸಂಬಂಧಿಸಿದ ಪ್ರಧಾನ ಕಚೇರಿ ಸೇರಿ ಹಲವು ಸ್ಥಳಗಳ ಮೇಲೆ ಜಾರಿ ನಿರ್ದೇಶನಾಲಯ ದಾಳಿ ನಡೆಸಿದೆ. ಎಸ್‌ಡಿಪಿಐ ರಾಷ್ಟ್ರೀಯ ಅಧ್ಯಕ್ಷ ಎಂ.ಕೆ.ಫೈಜಿ ಬಂಧನದ ಬೆನ್ನಲ್ಲೇ ಇಡಿ ದಾಳಿ ನಡೆಸಿದೆ. ನವದೆಹಲಿ, ಕೇರಳ, ಆಂಧ್ರಪ್ರದೇಶದ ನಂದ್ಯಾಲ್, ಥಾಣೆ, ಚೆನ್ನೈ, ಜಾರ್ಖಂಡ್‌ನ ಪಾಕುರ್, ಕೋಲ್ಕತ್ತಾ, ಲಕ್ನೋ ಮತ್ತು ಜೈಪುರ ಸೇರಿದಂತೆ 12 ಸ್ಥಳಗಳಲ್ಲಿ ಏಕ ಕಾಲದಲ್ಲಿ ದಾಳಿ ನಡೆಸಲಾಗಿದೆ. ಎಂ.ಕೆ.ಫೈಜಿ ಅವರನ್ನು ದೆಹಲಿ ವಿಮಾನ ನಿಲ್ದಾಣದಲ್ಲಿ ಬಂಧಿಸಲಾಗಿತ್ತು. ಪಾಪ್ಯುಲರ್ ಫ್ರಂಟ್ ಆಫ್ ಇಂಡಿಯಾದ ರಾಜಕೀಯ ಅಂಗವಾಗಿ ಎಸ್‌ಡಿಪಿಐ ಕಾರ್ಯನಿರ್ವಹಿಸುತ್ತಿದೆ ಎಂದು ಇಡಿ ಆರೋಪಿಸಿದೆ. ಭಯೋತ್ಪಾದಕ ಚಟುವಟಿಕೆಗಳಿಗೆ ಹಣ ಸಂಗ್ರಹಿಸಲಾಗಿದೆ ಎಂದು ತನಿಖಾ ಸಂಸ್ಥೆ ಹೇಳಿದೆ. ದಾಳಿಯ ವೇಳೆ ಹಲವು ದಾಖಲೆಗಳನ್ನು ವಶಪಡಿಸಿಕೊಳ್ಳಲಾಗಿದೆ. 2009ರಲ್ಲಿ ಸ್ಥಾಪನೆಯಾದ ಪಕ್ಷವು ದೇಶದ ವಿವಿಧ ರಾಜ್ಯಗಳಲ್ಲಿ ಚುನಾವಣೆ ಸ್ಪರ್ಧಿಸಿದೆ. ಪ್ರಕರಣದ ತನಿಖೆ ಮುಂದುವರಿದಿದ್ದು ಇನ್ನಷ್ಟು ಮಾಹಿತಿ ಹೊರಬರಬೇಕಿದೆ ಎಂದು ಮೂಲಗಳು ತಿಳಿಸಿವೆ. ಬಂಧಿತ ಆರೋಪಿಯನ್ನು ನ್ಯಾಯಾಲಯಕ್ಕೆ ಹಾಜರುಪಡಿಸಲಾಗಿದ್ದು ಕಸ್ಟಡಿಗೆ ಪಡೆಯಲಾಗಿದೆ. — [19, 166, 311, 394]
parameshwar-kicker: ಕರ್ನಾಟಕ, ಬೆಂಗಳೂರಿನಲ್ಲಿ ಕಾನೂನು ಸುವ್ಯವಸ್ಥೆ ಉತ್ತಮ — [467, 102, 827, 125]
vertical-rule — [528, 1662, 529, 2399]
highcommand-headline: ಹೈಕಮಾಂಡ್, ಶಾಸಕರ ಬೆಂಬಲ ಇರೋವರೆಗೂ ಸಿದ್ದರಾಮಯ್ಯರೇ ಸಿಎಂ — [956, 748, 1440, 824]
budget-body — [815, 1763, 1064, 2135]
assembly-photo-2 — [1247, 550, 1514, 730]
mahila-story — [879, 1188, 1517, 1652]
mahila-text: ಮಹಿಳಾ ಸಬಲೀಕರಣ ಹಾಗೂ ಸ್ಥಳೀಯ ಆಡಳಿತದಲ್ಲಿ ಮಹಿಳೆಯರ ಸಕ್ರಿಯ ಪಾಲ್ಗೊಳ್ಳುವಿಕೆಗಾಗಿ ಅಂತರರಾಷ್ಟ್ರೀಯ ಮಹಿಳಾ ದಿನವಾದ ಮಾ.08ರಿಂದ ಮಾ.30ರವರೆಗೆ ಮಹಿಳಾ ಸ್ನೇಹಿ ಗ್ರಾಮ ಪಂಚಾಯಿತಿ ಅಭಿಯಾನ ಮತ್ತು ಮಹಿಳಾ ಗ್ರಾಮ ಸಭೆಗಳನ್ನು ಆಯೋಜಿಸಲಾಗಿದೆ ಎಂದು ಗ್ರಾಮೀಣಾಭಿವೃದ್ಧಿ ಮತ್ತು ಪಂಚಾಯತ್ ರಾಜ್ ಹಾಗೂ ಮಾಹಿತಿ ತಂತ್ರಜ್ಞಾನ ಸಚಿವ ಪ್ರಿಯಾಂಕ್ ಖರ್ಗೆ ತಿಳಿಸಿದ್ದಾರೆ. ಈ ಬಗ್ಗೆ ಮಾತನಾಡಿದ ಅವರು, ಗ್ರಾಮೀಣ ಅಭಿವೃದ್ಧಿಯಲ್ಲಿ ಮಹಿಳೆಯರ ಪಾತ್ರ ಮಹತ್ವದ್ದು. ಪ್ರತಿ ಗ್ರಾಮ ಪಂಚಾಯಿತಿಯಲ್ಲಿ ಮಹಿಳಾ ಗ್ರಾಮ ಸಭೆಗಳನ್ನು ನಡೆಸಿ ಅವರ ಸಮಸ್ಯೆಗಳನ್ನು ಆಲಿಸಲಾಗುವುದು. ಕರ್ನಾಟಕ ಗ್ರಾಮ ಸ್ವರಾಜ್ ಮತ್ತು ಪಂಚಾಯತ್ ರಾಜ್ ಅಧಿನಿಯಮ 1993ರ ಪ್ರಕರಣ 3-ಡಿ ಅನ್ವಯ ಮಹಿಳಾ ಸಭೆಗಳನ್ನು ಕಡ್ಡಾಯವಾಗಿ ನಡೆಸಲು ಸೂಚಿಸಲಾಗಿದೆ. ಈ ಸಭೆಗಳಲ್ಲಿ ಮಹಿಳೆಯರ ಆರೋಗ್ಯ, ಶಿಕ್ಷಣ, ಸುರಕ್ಷತೆ, ಉದ್ಯೋಗ ಸಂಬಂಧಿತ ವಿಷಯಗಳ ಕುರಿತು ಚರ್ಚಿಸಲಾಗುತ್ತದೆ. ಮಹಿಳಾ ಸ್ನೇಹಿ ಗ್ರಾಮ ಪಂಚಾಯಿತಿ ಅಭಿಯಾನದಲ್ಲಿ 16 ವಾರ್ಡ್‌ಗಳ ಮಹಿಳೆಯರು ಭಾಗವಹಿಸಲಿದ್ದು ವಿವಿಧ ಇಲಾಖೆಗಳ ಅಧಿಕಾರಿಗಳು ಮಾಹಿತಿ ನೀಡಲಿದ್ದಾರೆ. ಮಹಿಳಾ ಸ್ವಸಹಾಯ ಸಂಘಗಳ ಸದಸ್ಯರು ಸಕ್ರಿಯವಾಗಿ ಪಾಲ್ಗೊಳ್ಳಬೇಕು ಎಂದು ಮನವಿ ಮಾಡಿದರು. — [879, 1255, 1517, 1367]
matha-story — [332, 1362, 868, 1652]
ganga-byline: ಬೆಂಗಳೂರು: — [19, 727, 62, 740]
sc-headline: ಎಸ್‌ಸಿ ಹಾಸ್ಟೆಲ್‌ಗಳಲ್ಲಿ ವಿದ್ಯಾರ್ಥಿಗಳ ಭೋಜನ ವೆಚ್ಚ ಹೆಚ್ಚಳ ಮಾಡಲು ಪರಿಶೀಲನೆ — [341, 749, 859, 832]
ranya-text: ದುಬೈನಿಂದ ಚಿನ್ನ ಕಳ್ಳಸಾಗಣೆ ಮಾಡುತ್ತಿದ್ದ ಆರೋಪದಲ್ಲಿ ಬಂಧಿತರಾಗಿರುವ ನಟಿ ರನ್ಯಾ ರಾವ್ ಪ್ರಕರಣ ನಮ್ಮ ಕುಟುಂಬಕ್ಕೆ ಕಳಂಕ ತಂದಿದೆ ಎಂದು ಅವರ ತಂದೆ ಹಿರಿಯ ಐಪಿಎಸ್ ಅಧಿಕಾರಿ ಹೇಳಿದ್ದಾರೆ. ಮಾ.04ರಂದು ಬೆಂಗಳೂರು ವಿಮಾನ ನಿಲ್ದಾಣದಲ್ಲಿ 14.8 ಕೆಜಿ ಚಿನ್ನ ವಶಪಡಿಸಿಕೊಳ್ಳಲಾಗಿದೆ. ಮಗಳ ಚಟುವಟಿಕೆಗಳ ಬಗ್ಗೆ ನನಗೆ ಮಾಹಿತಿ ಇರಲಿಲ್ಲ ಎಂದು ತಿಳಿಸಿದ್ದಾರೆ. — [267, 2038, 523, 2118]
horizontal-rule — [332, 739, 1517, 741]
highcommand-story — [879, 745, 1517, 1180]
